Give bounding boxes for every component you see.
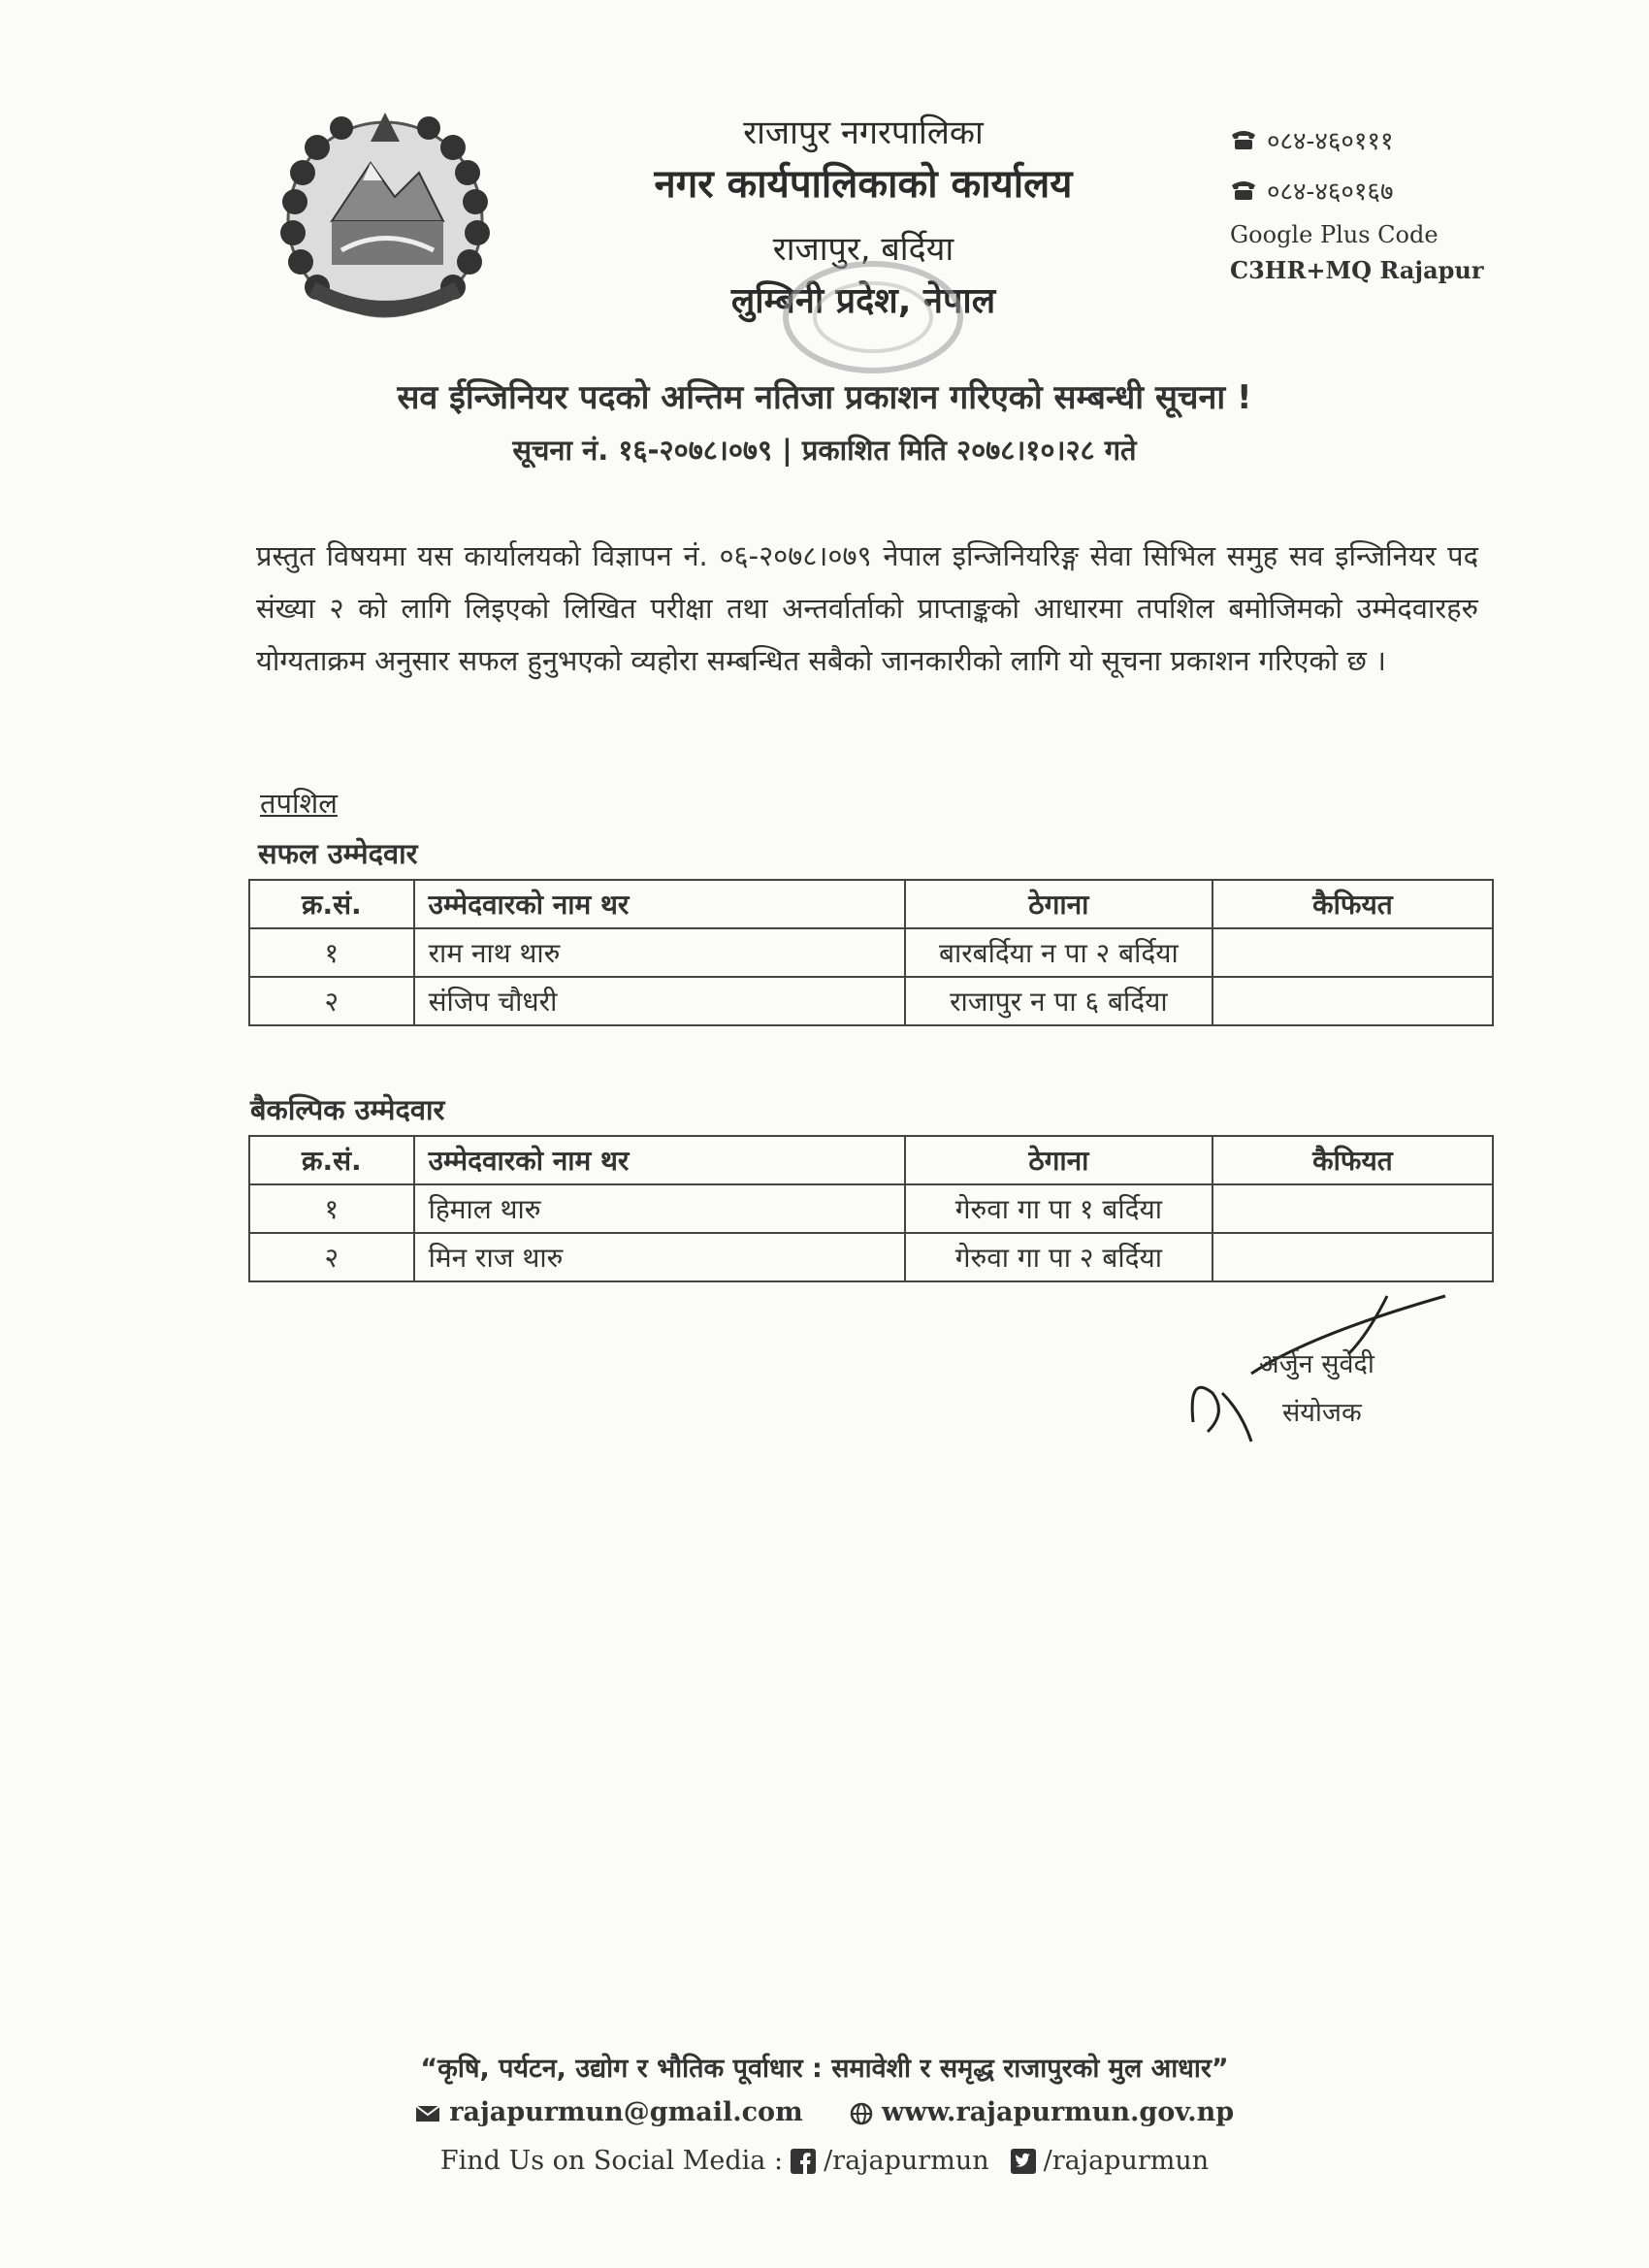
phone-1-number: ०८४-४६०१११ — [1267, 127, 1394, 156]
plus-code-label: Google Plus Code — [1230, 221, 1439, 248]
table-row — [249, 1184, 1493, 1233]
cell-remarks — [1212, 977, 1493, 1025]
notice-body: प्रस्तुत विषयमा यस कार्यालयको विज्ञापन नं. ०६-२०७८।०७९ नेपाल इन्जिनियरिङ्ग सेवा सिभिल समुह सव इन्जिनियर पद संख्या २ को लागि लिइएको लिखित परीक्षा तथा अन्तर्वार्ताको प्राप्ताङ्कको आधारमा तपशिल बमोजिमको उम्मेदवारहरु योग्यताक्रम अनुसार सफल हुनुभएको व्यहोरा सम्बन्धित सबैको जानकारीको लागि यो सूचना प्रकाशन गरिएको छ । — [256, 539, 1478, 677]
table-header-row — [249, 880, 1493, 928]
email-link[interactable] — [415, 2097, 803, 2127]
cell-name: संजिप चौधरी — [414, 977, 905, 1025]
col-name: उम्मेदवारको नाम थर — [414, 880, 905, 928]
cell-remarks — [1212, 928, 1493, 977]
col-address: ठेगाना — [905, 880, 1212, 928]
table-row — [249, 977, 1493, 1025]
alternate-label: बैकल्पिक उम्मेदवार — [250, 1093, 445, 1126]
cell-name: मिन राज थारु — [414, 1233, 905, 1281]
email-icon — [415, 2104, 440, 2123]
footer-links — [291, 2097, 1358, 2127]
footer-slogan: “कृषि, पर्यटन, उद्योग र भौतिक पूर्वाधार : समावेशी र समृद्ध राजापुरको मुल आधार” — [420, 2054, 1229, 2084]
email-text: rajapurmun@gmail.com — [449, 2097, 803, 2127]
alternate-table — [248, 1135, 1494, 1282]
globe-icon — [850, 2102, 873, 2125]
successful-table — [248, 879, 1494, 1026]
municipality-name: राजापुर नगरपालिका — [743, 113, 984, 152]
facebook-handle[interactable]: /rajapurmun — [824, 2146, 989, 2176]
signatory-role: संयोजक — [1282, 1398, 1362, 1428]
phone-2-number: ०८४-४६०१६७ — [1267, 178, 1394, 207]
cell-remarks — [1212, 1233, 1493, 1281]
province-name: लुम्बिनी प्रदेश, नेपाल — [730, 281, 996, 321]
cell-address: गेरुवा गा पा १ बर्दिया — [905, 1184, 1212, 1233]
telephone-icon — [1230, 129, 1257, 150]
cell-name: राम नाथ थारु — [414, 928, 905, 977]
website-link[interactable] — [850, 2097, 1235, 2127]
table-header-row — [249, 1136, 1493, 1184]
cell-remarks — [1212, 1184, 1493, 1233]
plus-code: C3HR+MQ Rajapur — [1230, 256, 1484, 284]
telephone-icon — [1230, 179, 1257, 201]
notice-number: सूचना नं. १६-२०७८।०७९ | प्रकाशित मिति २०७८।१०।२८ गते — [512, 434, 1137, 467]
twitter-icon[interactable] — [1011, 2149, 1036, 2174]
website-text: www.rajapurmun.gov.np — [882, 2097, 1235, 2127]
phone-1 — [1230, 122, 1393, 157]
footer-social — [291, 2146, 1358, 2176]
col-remarks: कैफियत — [1212, 880, 1493, 928]
cell-sn: १ — [249, 928, 414, 977]
col-address: ठेगाना — [905, 1136, 1212, 1184]
office-stamp-icon — [766, 254, 980, 380]
office-location: राजापुर, बर्दिया — [772, 230, 954, 269]
col-remarks: कैफियत — [1212, 1136, 1493, 1184]
cell-address: बारबर्दिया न पा २ बर्दिया — [905, 928, 1212, 977]
social-label: Find Us on Social Media : — [439, 2146, 784, 2176]
cell-sn: १ — [249, 1184, 414, 1233]
facebook-icon[interactable] — [791, 2149, 816, 2174]
table-row — [249, 928, 1493, 977]
schedule-label: तपशिल — [260, 787, 338, 820]
phone-2 — [1230, 173, 1393, 208]
col-name: उम्मेदवारको नाम थर — [414, 1136, 905, 1184]
cell-address: राजापुर न पा ६ बर्दिया — [905, 977, 1212, 1025]
notice-title: सव ईन्जिनियर पदको अन्तिम नतिजा प्रकाशन गरिएको सम्बन्धी सूचना ! — [397, 378, 1252, 417]
table-row — [249, 1233, 1493, 1281]
cell-sn: २ — [249, 1233, 414, 1281]
cell-name: हिमाल थारु — [414, 1184, 905, 1233]
cell-sn: २ — [249, 977, 414, 1025]
twitter-handle[interactable]: /rajapurmun — [1043, 2146, 1210, 2176]
successful-label: सफल उम्मेदवार — [258, 837, 418, 870]
col-sn: क्र.सं. — [249, 1136, 414, 1184]
nepal-emblem-icon — [274, 105, 497, 324]
signatory-name: अर्जुन सुवेदी — [1259, 1349, 1374, 1379]
cell-address: गेरुवा गा पा २ बर्दिया — [905, 1233, 1212, 1281]
col-sn: क्र.सं. — [249, 880, 414, 928]
office-name: नगर कार्यपालिकाको कार्यालय — [654, 162, 1073, 207]
